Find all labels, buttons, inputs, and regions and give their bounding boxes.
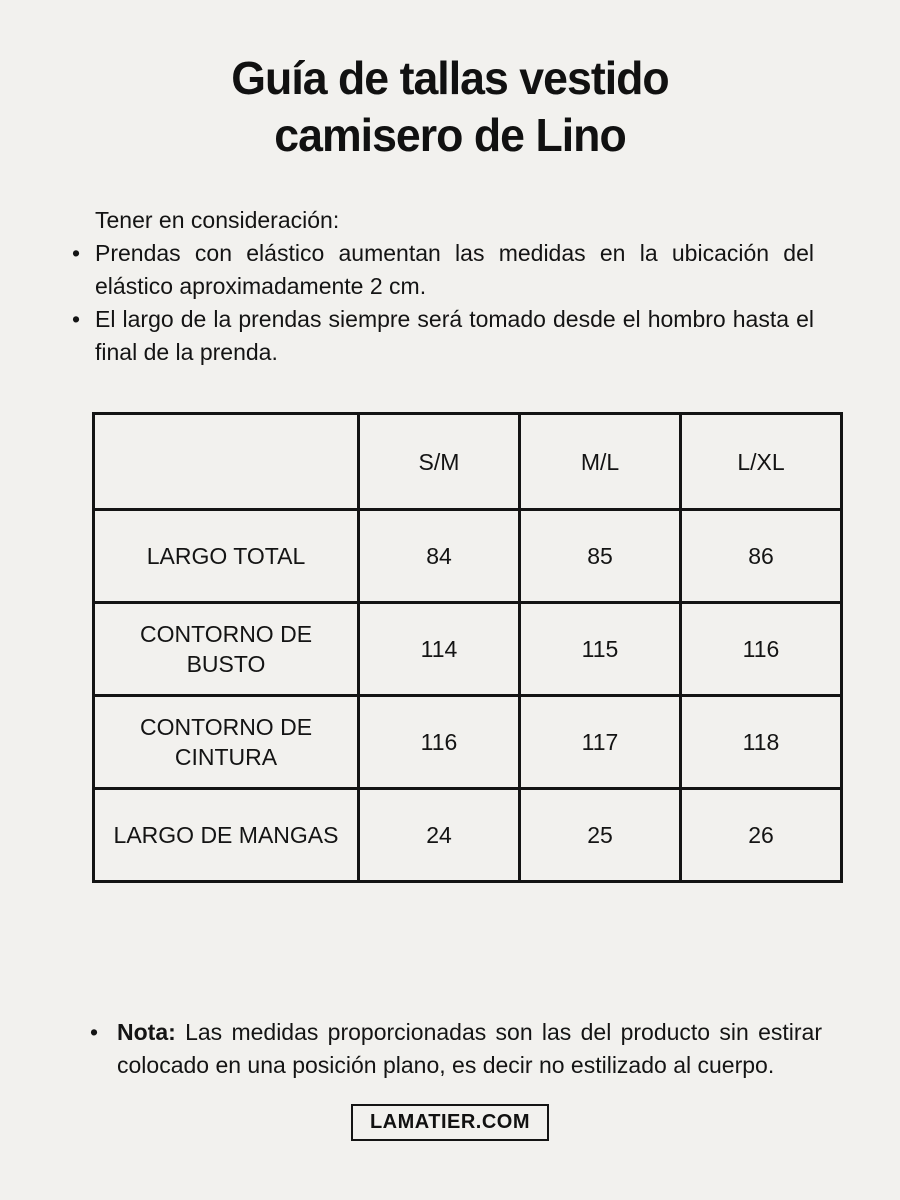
cell-value: 116 (359, 696, 520, 789)
table-corner-cell (94, 414, 359, 510)
column-header-lxl: L/XL (681, 414, 842, 510)
list-item (90, 1016, 822, 1082)
bullet-icon: • (72, 306, 81, 332)
column-header-sm: S/M (359, 414, 520, 510)
table-row (94, 603, 842, 696)
size-table (92, 412, 843, 883)
row-label: CONTORNO DE CINTURA (94, 696, 359, 789)
cell-value: 24 (359, 789, 520, 882)
table-row (94, 510, 842, 603)
size-guide-page (0, 50, 900, 1200)
note-text-block (117, 1016, 822, 1082)
note-label: Nota: (117, 1019, 176, 1045)
consideration-text: El largo de la prendas siempre será tomado desde el hombro hasta el final de la prenda. (95, 306, 814, 365)
note-section (0, 1016, 900, 1082)
row-label: LARGO DE MANGAS (94, 789, 359, 882)
note-text: Las medidas proporcionadas son las del producto sin estirar colocado en una posición plano, es decir no estilizado al cuerpo. (117, 1019, 822, 1078)
considerations-heading: Tener en consideración: (95, 207, 340, 233)
list-item (72, 237, 814, 303)
cell-value: 116 (681, 603, 842, 696)
column-header-ml: M/L (520, 414, 681, 510)
consideration-text: Prendas con elástico aumentan las medidas en la ubicación del elástico aproximadamente 2 cm. (95, 240, 814, 299)
cell-value: 86 (681, 510, 842, 603)
considerations-section (0, 204, 900, 369)
cell-value: 117 (520, 696, 681, 789)
row-label: LARGO TOTAL (94, 510, 359, 603)
list-item (72, 303, 814, 369)
page-title (14, 50, 887, 164)
row-label: CONTORNO DE BUSTO (94, 603, 359, 696)
bullet-icon: • (90, 1019, 99, 1045)
cell-value: 114 (359, 603, 520, 696)
cell-value: 26 (681, 789, 842, 882)
page-title-line2: camisero de Lino (274, 109, 626, 161)
cell-value: 118 (681, 696, 842, 789)
cell-value: 85 (520, 510, 681, 603)
cell-value: 115 (520, 603, 681, 696)
cell-value: 84 (359, 510, 520, 603)
table-row (94, 696, 842, 789)
cell-value: 25 (520, 789, 681, 882)
table-header-row (94, 414, 842, 510)
bullet-icon: • (72, 240, 81, 266)
table-row (94, 789, 842, 882)
footer (0, 1104, 900, 1141)
page-title-line1: Guía de tallas vestido (231, 52, 669, 104)
brand-box: LAMATIER.COM (351, 1104, 549, 1141)
